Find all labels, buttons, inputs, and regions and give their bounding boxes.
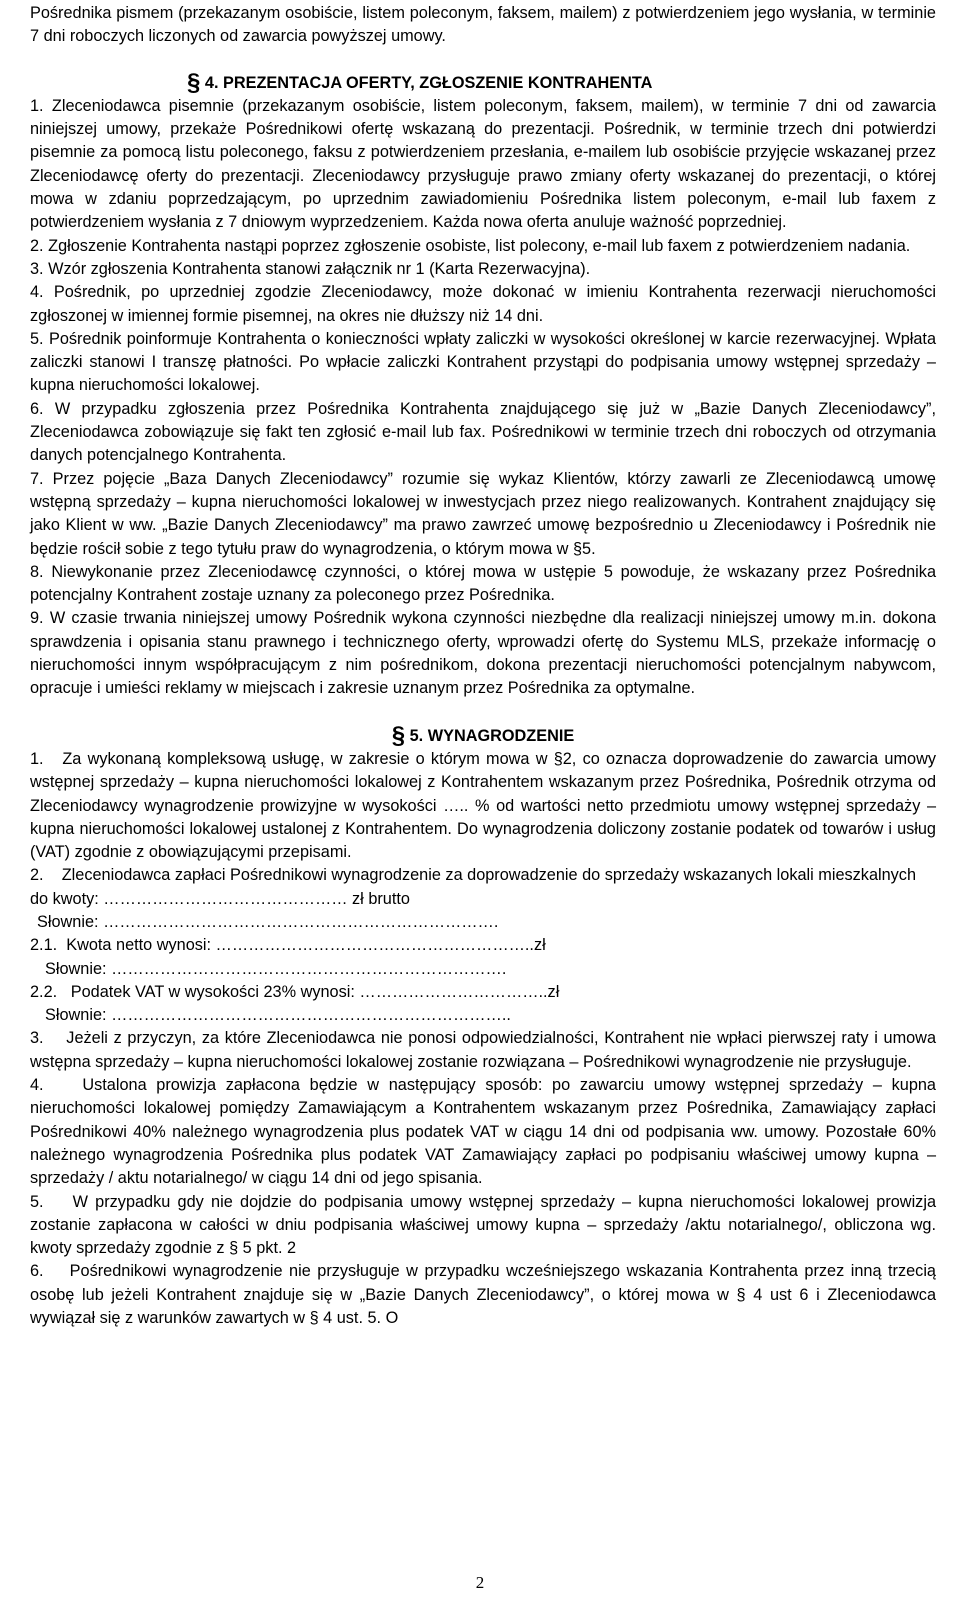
item-number: 9. [30, 609, 44, 628]
item-text: Zleceniodawca pisemnie (przekazanym osobiście, listem poleconym, faksem, mailem), w terminie 7 dni od zawarcia niniejszej umowy, przekaże Pośrednikowi ofertę wskazaną do prezentacji. Pośrednik, w terminie trzech dni potwierdzi pisemnie za pomocą listu poleconego, faksu z potwierdzeniem przesłania, e-mailem lub osobiście przyjęcie wskazanej przez Zleceniodawcę oferty do prezentacji. Zleceniodawcy przysługuje prawo zmiany oferty wskazanej do prezentacji, o której mowa w zdaniu poprzedzającym, po uprzednim zawiadomieniu Pośrednika listem poleconym, e-mail lub faxem z potwierdzeniem wysłania z 7 dniowym wyprzedzeniem. Każda nowa oferta anuluje ważność poprzedniej. [30, 96, 936, 232]
section-5-heading [30, 721, 936, 749]
item-text: Kwota netto wynosi: …………………………………………………..zł [66, 936, 546, 955]
item-number: 5. [30, 329, 44, 348]
list-item [30, 934, 936, 957]
item-number: 2. [30, 866, 44, 885]
section-symbol: § [187, 68, 201, 96]
item-text: Podatek VAT w wysokości 23% wynosi: ……………………………..zł [70, 982, 560, 1001]
item-number: 2. [30, 236, 44, 255]
item-text: Zgłoszenie Kontrahenta nastąpi poprzez zgłoszenie osobiste, list polecony, e-mail lub faxem z potwierdzeniem nadania. [48, 236, 911, 255]
list-item [30, 398, 936, 468]
intro-paragraph: Pośrednika pismem (przekazanym osobiście, listem poleconym, faksem, mailem) z potwierdzeniem jego wysłania, w terminie 7 dni roboczych liczonych od zawarcia powyższej umowy. [30, 4, 936, 46]
section-4-heading [30, 68, 936, 96]
document-page [30, 0, 936, 1330]
section-5-title: 5. WYNAGRODZENIE [405, 726, 575, 745]
item-number: 2.1. [30, 936, 58, 955]
item-number: 1. [30, 749, 44, 768]
item-text: W przypadku zgłoszenia przez Pośrednika Kontrahenta znajdującego się już w „Bazie Danych Zleceniodawcy”, Zleceniodawca zobowiązuje się fakt ten zgłosić e-mail lub fax. Pośrednikowi w terminie trzech dni roboczych od otrzymania danych potencjalnego Kontrahenta. [30, 399, 937, 465]
item-text: Za wykonaną kompleksową usługę, w zakresie o którym mowa w §2, co oznacza doprowadzenie do zawarcia umowy wstępnej sprzedaży – kupna nieruchomości lokalowej z Kontrahentem wskazanym przez Pośrednika, Pośrednik otrzyma od Zleceniodawcy wynagrodzenie prowizyjne w wysokości ….. % od wartości netto przedmiotu umowy wstępnej sprzedaży – kupna nieruchomości lokalowej ustalonej z Kontrahentem. Do wynagrodzenia doliczony zostanie podatek od towarów i usług (VAT) zgodnie z obowiązującymi przepisami. [30, 749, 936, 862]
item-number: 3. [30, 259, 44, 278]
amount-in-words-text: Słownie: ……………………………………………………………….. [45, 1006, 511, 1025]
list-item [30, 607, 936, 700]
page-number: 2 [475, 1573, 485, 1592]
item-number: 6. [30, 1262, 44, 1281]
section-4-title: 4. PREZENTACJA OFERTY, ZGŁOSZENIE KONTRAHENTA [200, 73, 653, 92]
item-number: 3. [30, 1029, 44, 1048]
amount-in-words [30, 1004, 936, 1027]
item-text: W przypadku gdy nie dojdzie do podpisania umowy wstępnej sprzedaży – kupna nieruchomości lokalowej prowizja zostanie zapłacona w całości w dniu podpisania właściwej umowy kupna – sprzedaży /aktu notarialnego/, obliczona wg. kwoty sprzedaży zgodnie z § 5 pkt. 2 [30, 1192, 936, 1258]
item-text: Pośrednikowi wynagrodzenie nie przysługuje w przypadku wcześniejszego wskazania Kontrahenta przez inną trzecią osobę lub jeżeli Kontrahent znajduje się w „Bazie Danych Zleceniodawcy”, o której mowa w § 4 ust 6 i Zleceniodawca wywiązał się z warunków zawartych w § 4 ust. 5. O [30, 1262, 936, 1328]
list-item [30, 1260, 936, 1330]
item-text: Przez pojęcie „Baza Danych Zleceniodawcy” rozumie się wykaz Klientów, którzy zawarli ze Zleceniodawcą umowę wstępną sprzedaży – kupna nieruchomości lokalowej w inwestycjach przez niego realizowanych. Kontrahent znajdujący się jako Klient w ww. „Bazie Danych Zleceniodawcy” ma prawo zawrzeć umowę bezpośrednio u Zleceniodawcy i Pośrednik nie będzie rościł sobie z tego tytułu praw do wynagrodzenia, o którym mowa w §5. [30, 469, 936, 558]
item-text: Jeżeli z przyczyn, za które Zleceniodawca nie ponosi odpowiedzialności, Kontrahent nie wpłaci pierwszej raty i umowa wstępna sprzedaży – kupna nieruchomości lokalowej zostanie rozwiązana – Pośrednikowi wynagrodzenie nie przysługuje. [30, 1029, 936, 1071]
list-item [30, 1074, 936, 1190]
list-item [30, 281, 936, 328]
list-item [30, 95, 936, 235]
item-number: 6. [30, 399, 44, 418]
item-number: 4. [30, 1076, 44, 1095]
item-number: 5. [30, 1192, 44, 1211]
amount-in-words [30, 911, 936, 934]
item-text: Pośrednik, po uprzedniej zgodzie Zleceniodawcy, może dokonać w imieniu Kontrahenta rezerwacji nieruchomości zgłoszonej w imiennej formie pisemnej, na okres nie dłuższy niż 14 dni. [30, 283, 936, 325]
item-text: Pośrednik poinformuje Kontrahenta o konieczności wpłaty zaliczki w wysokości określonej w karcie rezerwacyjnej. Wpłata zaliczki stanowi I transzę płatności. Po wpłacie zaliczki Kontrahent przystąpi do podpisania umowy wstępnej sprzedaży – kupna nieruchomości lokalowej. [30, 329, 936, 395]
list-item [30, 748, 936, 864]
item-number: 8. [30, 562, 44, 581]
list-item [30, 561, 936, 608]
section-5-list [30, 748, 936, 1330]
list-item [30, 328, 936, 398]
item-number: 2.2. [30, 982, 58, 1001]
item-text: Niewykonanie przez Zleceniodawcę czynności, o której mowa w ustępie 5 powoduje, że wskazany przez Pośrednika potencjalny Kontrahent zostaje uznany za poleconego przez Pośrednika. [30, 562, 936, 605]
item-text: W czasie trwania niniejszej umowy Pośrednik wykona czynności niezbędne dla realizacji niniejszej umowy m.in. dokona sprawdzenia i opisania stanu prawnego i technicznego oferty, wprowadzi ofertę do Systemu MLS, przekaże informację o nieruchomości innym współpracującym z nim pośrednikom, dokona prezentacji nieruchomości potencjalnym nabywcom, opracuje i umieści reklamy w miejscach i zakresie uznanym przez Pośrednika za optymalne. [30, 609, 936, 698]
amount-in-words [30, 958, 936, 981]
item-number: 7. [30, 469, 44, 488]
item-text: Wzór zgłoszenia Kontrahenta stanowi załącznik nr 1 (Karta Rezerwacyjna). [48, 259, 591, 278]
list-item [30, 235, 936, 258]
item-text: Ustalona prowizja zapłacona będzie w następujący sposób: po zawarciu umowy wstępnej sprzedaży – kupna nieruchomości lokalowej pomiędzy Zamawiającym a Kontrahentem wskazanym przez Pośrednika, Zamawiający zapłaci Pośrednikowi 40% należnego wynagrodzenia plus podatek VAT w ciągu 14 dni od podpisania ww. umowy. Pozostałe 60% należnego wynagrodzenia Pośrednika plus podatek VAT Zamawiający zapłaci po podpisaniu właściwej umowy kupna – sprzedaży / aktu notarialnego/ w ciągu 14 dni od jego spisania. [30, 1076, 936, 1188]
list-item [30, 258, 936, 281]
amount-in-words-text: Słownie: ………………………………………………………………. [45, 959, 507, 978]
item-text: Zleceniodawca zapłaci Pośrednikowi wynagrodzenie za doprowadzenie do sprzedaży wskazanych lokali mieszkalnych do kwoty: ……………………………………… zł brutto [30, 866, 917, 908]
list-item [30, 1191, 936, 1261]
section-4-list [30, 95, 936, 701]
section-symbol: § [391, 721, 406, 749]
item-number: 1. [30, 96, 44, 115]
list-item [30, 1027, 936, 1074]
list-item [30, 864, 936, 911]
list-item [30, 981, 936, 1004]
amount-in-words-text: Słownie: ………………………………………………………………. [37, 912, 499, 931]
list-item [30, 468, 936, 561]
item-number: 4. [30, 283, 44, 302]
